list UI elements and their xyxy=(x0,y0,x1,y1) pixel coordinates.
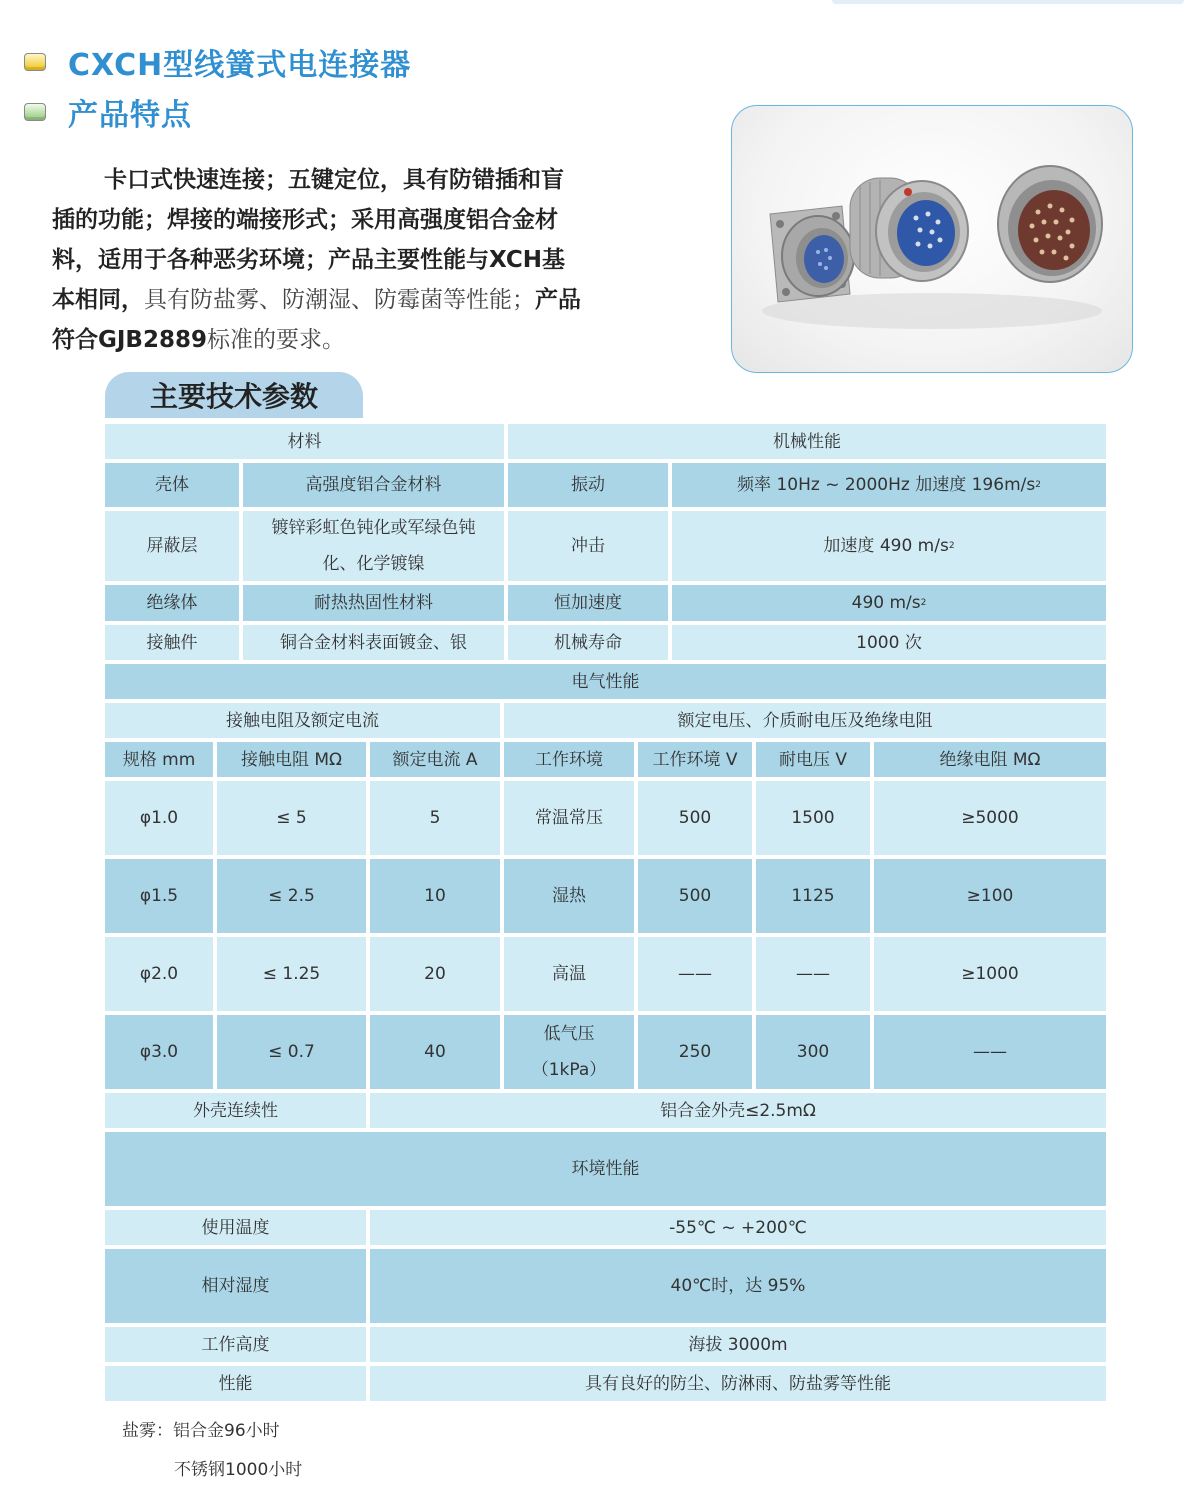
column-header: 绝缘电阻 MΩ xyxy=(874,742,1106,777)
electrical-header: 电气性能 xyxy=(105,664,1106,699)
mechanical-value-cell: 频率 10Hz ~ 2000Hz 加速度 196m/s 2 xyxy=(672,463,1106,507)
electrical-subheader-left: 接触电阻及额定电流 xyxy=(105,703,500,738)
table-cell: 低气压 （1kPa） xyxy=(504,1015,634,1089)
shell-continuity-label: 外壳连续性 xyxy=(105,1093,366,1128)
column-header: 接触电阻 MΩ xyxy=(217,742,366,777)
mechanical-name-cell: 机械寿命 xyxy=(508,625,668,660)
table-cell: ≥5000 xyxy=(874,781,1106,855)
table-cell: 1500 xyxy=(756,781,870,855)
table-cell: 20 xyxy=(370,937,500,1011)
material-value-cell: 高强度铝合金材料 xyxy=(243,463,504,507)
table-cell: —— xyxy=(874,1015,1106,1089)
shell-continuity-value: 铝合金外壳≤2.5mΩ xyxy=(370,1093,1106,1128)
table-cell: 250 xyxy=(638,1015,752,1089)
mechanical-value-cell: 加速度 490 m/s 2 xyxy=(672,511,1106,581)
environment-value-cell: -55℃ ~ +200℃ xyxy=(370,1210,1106,1245)
table-cell: 湿热 xyxy=(504,859,634,933)
column-header: 额定电流 A xyxy=(370,742,500,777)
table-cell: φ3.0 xyxy=(105,1015,213,1089)
materials-header: 材料 xyxy=(105,424,504,459)
environment-value-cell: 海拔 3000m xyxy=(370,1327,1106,1362)
description-line-1: 卡口式快速连接；五键定位，具有防错插和盲 xyxy=(104,167,564,193)
table-cell: 500 xyxy=(638,781,752,855)
mechanical-name-cell: 冲击 xyxy=(508,511,668,581)
receptacle-connector-graphic xyxy=(998,166,1102,282)
table-cell: 高温 xyxy=(504,937,634,1011)
plug-connector-graphic xyxy=(850,178,968,281)
column-header: 工作环境 V xyxy=(638,742,752,777)
table-cell: ≤ 2.5 xyxy=(217,859,366,933)
features-heading xyxy=(24,90,192,134)
mechanical-name-cell: 恒加速度 xyxy=(508,585,668,621)
table-cell: 40 xyxy=(370,1015,500,1089)
material-name-cell: 壳体 xyxy=(105,463,239,507)
flange-connector-graphic xyxy=(770,206,854,302)
table-cell: 常温常压 xyxy=(504,781,634,855)
table-cell: 5 xyxy=(370,781,500,855)
mechanical-header: 机械性能 xyxy=(508,424,1106,459)
mechanical-name-cell: 振动 xyxy=(508,463,668,507)
top-accent-bar xyxy=(832,0,1184,4)
mechanical-value-cell: 1000 次 xyxy=(672,625,1106,660)
material-name-cell: 绝缘体 xyxy=(105,585,239,621)
product-title: CXCH型线簧式电连接器 xyxy=(68,48,412,83)
environment-header: 环境性能 xyxy=(105,1132,1106,1206)
table-cell: 10 xyxy=(370,859,500,933)
material-value-cell: 耐热热固性材料 xyxy=(243,585,504,621)
features-title: 产品特点 xyxy=(68,98,192,133)
column-header: 工作环境 xyxy=(504,742,634,777)
column-header: 规格 mm xyxy=(105,742,213,777)
table-cell: φ1.5 xyxy=(105,859,213,933)
product-photo xyxy=(731,105,1133,373)
section-tab: 主要技术参数 xyxy=(105,372,363,418)
table-cell: φ1.0 xyxy=(105,781,213,855)
table-cell: ≥1000 xyxy=(874,937,1106,1011)
table-cell: ≤ 1.25 xyxy=(217,937,366,1011)
salt-spray-note-2: 不锈钢1000小时 xyxy=(174,1460,303,1480)
description-line-5: 符合GJB2889标准的要求。 xyxy=(52,327,345,353)
material-value-cell: 镀锌彩虹色钝化或军绿色钝 化、化学镀镍 xyxy=(243,511,504,581)
table-cell: 1125 xyxy=(756,859,870,933)
table-cell: —— xyxy=(756,937,870,1011)
environment-name-cell: 工作高度 xyxy=(105,1327,366,1362)
mechanical-value-cell: 490 m/s 2 xyxy=(672,585,1106,621)
table-cell: ≥100 xyxy=(874,859,1106,933)
description-line-2: 插的功能；焊接的端接形式；采用高强度铝合金材 xyxy=(52,207,558,233)
environment-name-cell: 性能 xyxy=(105,1366,366,1401)
electrical-subheader-right: 额定电压、介质耐电压及绝缘电阻 xyxy=(504,703,1106,738)
salt-spray-note-1: 盐雾：铝合金96小时 xyxy=(122,1421,280,1441)
table-cell: —— xyxy=(638,937,752,1011)
connectors-illustration xyxy=(732,106,1132,372)
material-value-cell: 铜合金材料表面镀金、银 xyxy=(243,625,504,660)
column-header: 耐电压 V xyxy=(756,742,870,777)
table-cell: ≤ 0.7 xyxy=(217,1015,366,1089)
table-cell: ≤ 5 xyxy=(217,781,366,855)
table-cell: 500 xyxy=(638,859,752,933)
material-name-cell: 屏蔽层 xyxy=(105,511,239,581)
green-bullet-icon xyxy=(24,103,46,121)
product-description xyxy=(52,160,612,360)
environment-value-cell: 具有良好的防尘、防淋雨、防盐雾等性能 xyxy=(370,1366,1106,1401)
material-name-cell: 接触件 xyxy=(105,625,239,660)
environment-name-cell: 相对湿度 xyxy=(105,1249,366,1323)
description-line-4: 本相同，具有防盐雾、防潮湿、防霉菌等性能；产品 xyxy=(52,287,581,313)
product-title-heading xyxy=(24,40,411,84)
table-cell: 300 xyxy=(756,1015,870,1089)
description-line-3: 料，适用于各种恶劣环境；产品主要性能与XCH基 xyxy=(52,247,566,273)
environment-name-cell: 使用温度 xyxy=(105,1210,366,1245)
table-cell: φ2.0 xyxy=(105,937,213,1011)
yellow-bullet-icon xyxy=(24,53,46,71)
environment-value-cell: 40℃时，达 95% xyxy=(370,1249,1106,1323)
